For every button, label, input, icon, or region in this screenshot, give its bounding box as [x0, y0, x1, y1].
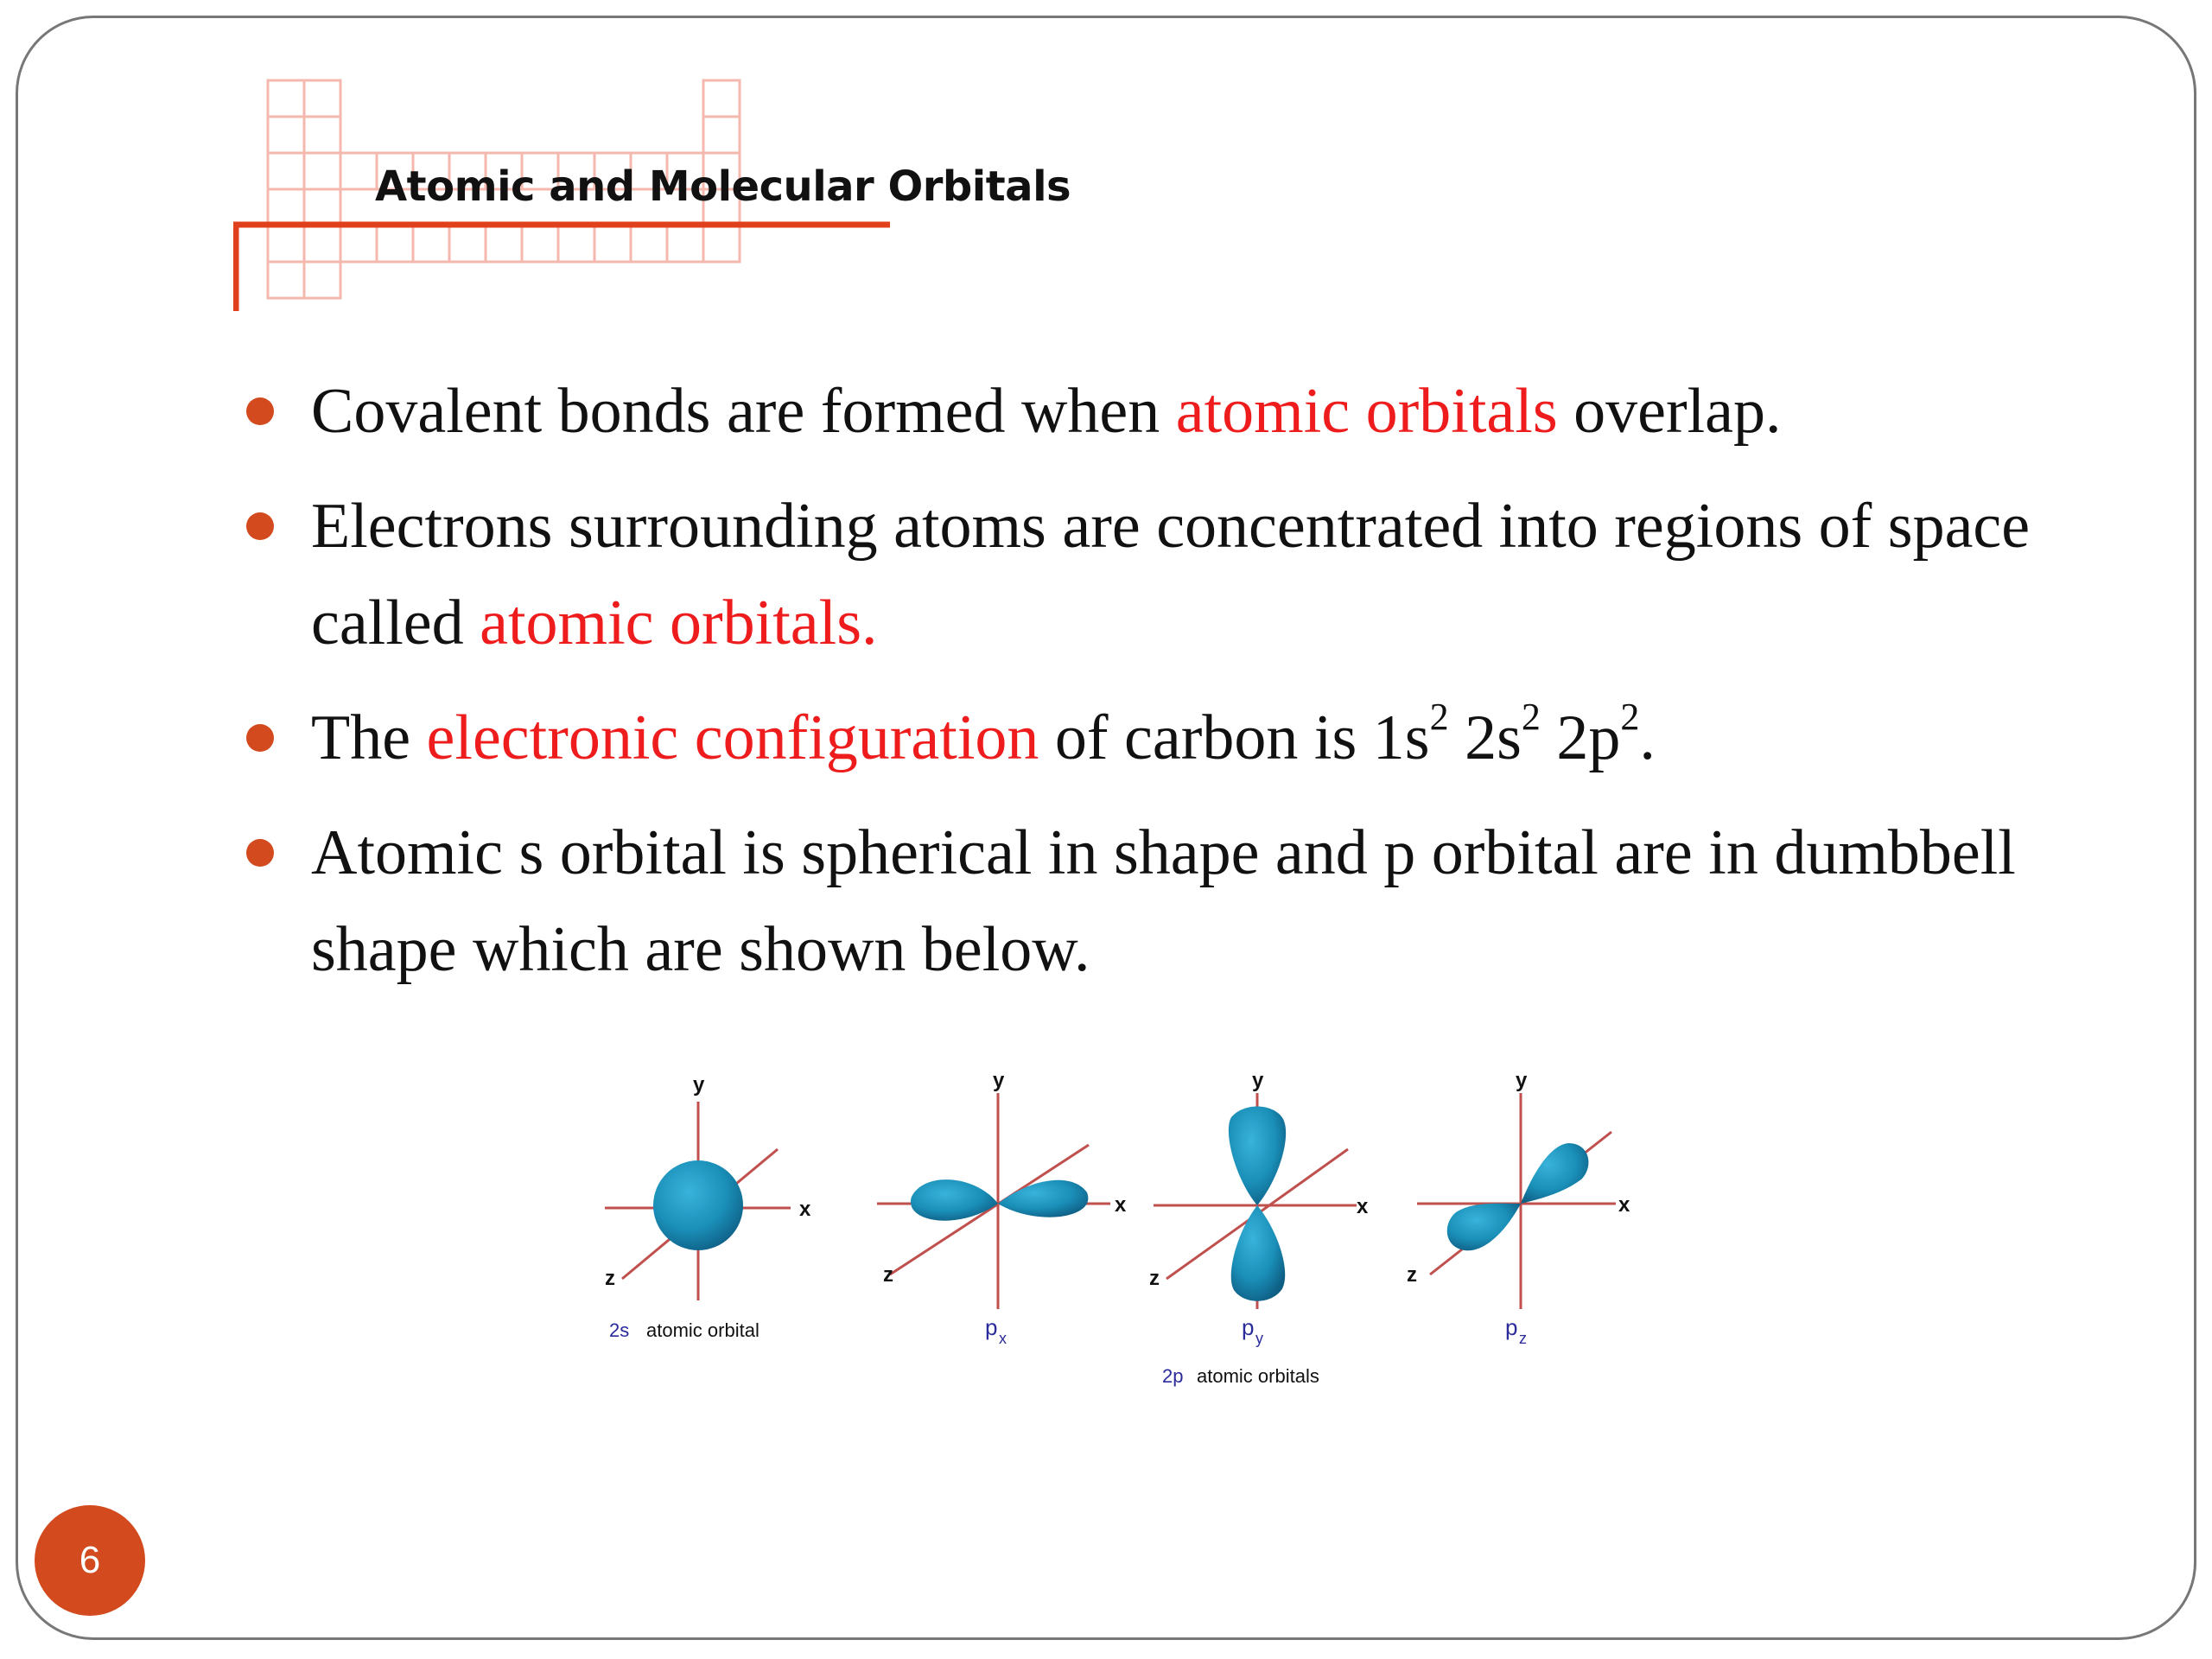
s-orbital-sphere — [653, 1160, 743, 1250]
px-lobe-left — [911, 1179, 998, 1221]
config-term: 1s — [1372, 702, 1430, 773]
px-orbital-panel — [877, 1069, 1127, 1347]
py-label: p — [1242, 1314, 1255, 1340]
px-label: p — [985, 1314, 998, 1340]
axis-label-z: z — [883, 1263, 893, 1287]
axis-label-z: z — [605, 1267, 615, 1290]
bullet-text: Atomic s orbital is spherical in shape and p orbital are in dumbbell shape which are shown below. — [311, 817, 2016, 985]
axis-label-x: x — [1618, 1193, 1630, 1217]
bullet-item — [242, 690, 2108, 786]
axis-label-x: x — [1357, 1195, 1369, 1218]
pz-lobe-back — [1521, 1143, 1588, 1204]
slide-title: Atomic and Molecular Orbitals — [375, 162, 1071, 211]
py-label-subscript: y — [1255, 1330, 1263, 1347]
pz-orbital-panel — [1407, 1069, 1630, 1347]
config-exponent: 2 — [1521, 696, 1541, 739]
orbital-diagram — [588, 1058, 1676, 1421]
bullet-text: Covalent bonds are formed when — [311, 376, 1176, 447]
axis-label-y: y — [1252, 1069, 1264, 1092]
bullet-list — [242, 363, 2108, 1016]
axis-label-y: y — [693, 1073, 705, 1096]
config-exponent: 2 — [1429, 696, 1449, 739]
bullet-highlight: atomic orbitals. — [480, 588, 878, 658]
bullet-highlight: atomic orbitals — [1175, 376, 1558, 447]
pz-label-subscript: z — [1519, 1330, 1527, 1347]
py-lobe-top — [1229, 1106, 1286, 1205]
px-label-subscript: x — [999, 1330, 1007, 1347]
bullet-dot-icon — [246, 724, 274, 752]
axis-label-y: y — [993, 1069, 1005, 1092]
bullet-text: overlap. — [1557, 376, 1782, 447]
bullet-highlight: electronic configuration — [426, 702, 1039, 773]
bullet-dot-icon — [246, 397, 274, 425]
py-orbital-panel — [1149, 1069, 1369, 1387]
pz-lobe-front — [1447, 1204, 1521, 1251]
px-lobe-right — [998, 1180, 1088, 1217]
s-caption-prefix: 2s — [609, 1319, 630, 1341]
bullet-text: Electrons surrounding atoms are concentrated into regions of space called — [311, 491, 2031, 658]
s-caption-text: atomic orbital — [646, 1319, 760, 1341]
bullet-item — [242, 478, 2108, 671]
bullet-dot-icon — [246, 512, 274, 540]
s-orbital-panel — [605, 1073, 811, 1341]
axis-label-x: x — [1115, 1193, 1127, 1217]
bullet-item — [242, 363, 2108, 460]
config-term: 2s — [1465, 702, 1522, 773]
page-number: 6 — [79, 1539, 101, 1581]
config-exponent: 2 — [1620, 696, 1640, 739]
bullet-dot-icon — [246, 839, 274, 867]
py-lobe-bottom — [1231, 1205, 1285, 1301]
p-caption-prefix: 2p — [1162, 1365, 1184, 1387]
axis-label-z: z — [1149, 1267, 1160, 1290]
axis-label-x: x — [799, 1198, 811, 1221]
config-term: 2p — [1556, 702, 1621, 773]
p-caption-text: atomic orbitals — [1197, 1365, 1319, 1387]
axis-label-y: y — [1516, 1069, 1528, 1092]
bullet-text: of carbon is — [1039, 702, 1373, 773]
axis-label-z: z — [1407, 1263, 1417, 1287]
bullet-text: . — [1639, 702, 1656, 773]
bullet-text: The — [311, 702, 427, 773]
bullet-item — [242, 804, 2108, 998]
page-number-badge — [35, 1505, 145, 1616]
pz-label: p — [1505, 1314, 1518, 1340]
